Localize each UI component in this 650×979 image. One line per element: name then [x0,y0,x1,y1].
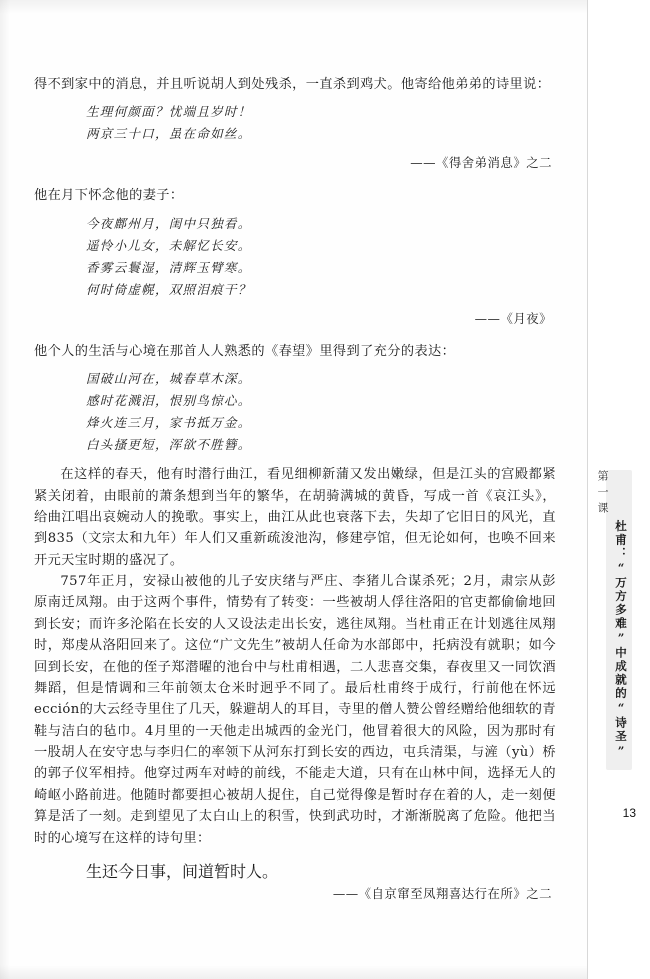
page-edge-bottom [0,965,650,979]
quote-block-4 [34,859,556,882]
poem-line: 生还今日事，间道暂时人。 [86,861,279,881]
paragraph-chunwang-intro: 他个人的生活与心境在那首人人熟悉的《春望》里得到了充分的表达： [34,343,456,359]
quote-source-4: ——《自京窜至凤翔喜达行在所》之二 [332,885,552,901]
body-text-block [34,464,556,849]
paragraph-757: 757年正月，安禄山被他的儿子安庆绪与严庄、李猪儿合谋杀死；2月，肃宗从彭原南迁凤翔。由于这两个事件，情势有了转变：一些被胡人俘往洛阳的官吏都偷偷地回到长安；而许多沦陷在长安的人又设法走出长安，逃往凤翔。当杜甫正在计划逃往凤翔时，郑虔从洛阳回来了。这位“广文先生”被胡人任命为水部郎中，托病没有就职；如今回到长安，在他的侄子郑潜曜的池台中与杜甫相遇，二人悲喜交集，春夜里又一同饮酒舞蹈，但是情调和三年前领太仓米时迥乎不同了。最后杜甫终于成行，行前他在怀远ección的大云经寺里住了几天，躲避胡人的耳目，寺里的僧人赞公曾经赠给他细软的青鞋与洁白的毡巾。4月里的一天他走出城西的金光门，他冒着很大的风险，因为那时有一股胡人在安守忠与李归仁的率领下从河东打到长安的西边，屯兵清渠，与滻（yù）桥的郭子仪军相持。他穿过两车对峙的前线，不能走大道，只有在山林中间，选择无人的崎岖小路前进。他随时都要担心被胡人捉住，自己觉得像是暂时存在着的人，走一刻便算是活了一刻。走到望见了太白山上的积雪，快到武功时，才渐渐脱离了危险。他把当时的心境写在这样的诗句里： [34,574,556,846]
quote-source-2: ——《月夜》 [474,310,552,326]
chapter-label: 第一课 [596,470,609,518]
poem-line: 白头搔更短，浑欲不胜簪。 [86,437,252,453]
poem-line: 感时花溅泪，恨别鸟惊心。 [86,393,252,409]
paragraph-moonlight-intro: 他在月下怀念他的妻子： [34,188,184,204]
quote-block-3 [34,368,556,456]
page-number: 13 [622,806,636,820]
page-sidebar [587,0,650,979]
quote-block-2 [34,213,556,301]
paragraph-intro: 得不到家中的消息，并且听说胡人到处残杀，一直杀到鸡犬。他寄给他弟弟的诗里说： [34,77,551,92]
poem-line: 何时倚虚幌，双照泪痕干？ [86,281,252,297]
chapter-title: 杜甫：“万方多难”中成就的“诗圣” [614,520,628,760]
page-edge-left [0,0,10,979]
page-edge-top [0,0,650,14]
poem-line: 两京三十口，虽在命如丝。 [86,126,252,142]
poem-line: 烽火连三月，家书抵万金。 [86,415,252,431]
poem-line: 生理何颜面？忧端且岁时！ [86,104,252,120]
poem-line: 香雾云鬟湿，清辉玉臂寒。 [86,259,252,275]
poem-line: 国破山河在，城春草木深。 [86,371,252,386]
text-column [34,74,556,916]
paragraph-qujiang: 在这样的春天，他有时潜行曲江，看见细柳新蒲又发出嫩绿，但是江头的宫殿都紧紧关闭着，由眼前的萧条想到当年的繁华，在胡骑满城的黄昏，写成一首《哀江头》，给曲江唱出哀婉动人的挽歌。事实上，曲江从此也衰落下去，失却了它旧日的风光，直到835（文宗太和九年）年人们又重新疏浚池沟，修建亭馆，但无论如何，也唤不回来开元天宝时期的盛况了。 [34,467,556,568]
quote-source-1: ——《得舍弟消息》之二 [410,155,552,171]
poem-line: 遥怜小儿女，未解忆长安。 [86,237,252,253]
poem-line: 今夜鄜州月，闺中只独看。 [86,215,252,231]
quote-block-1 [34,101,556,145]
